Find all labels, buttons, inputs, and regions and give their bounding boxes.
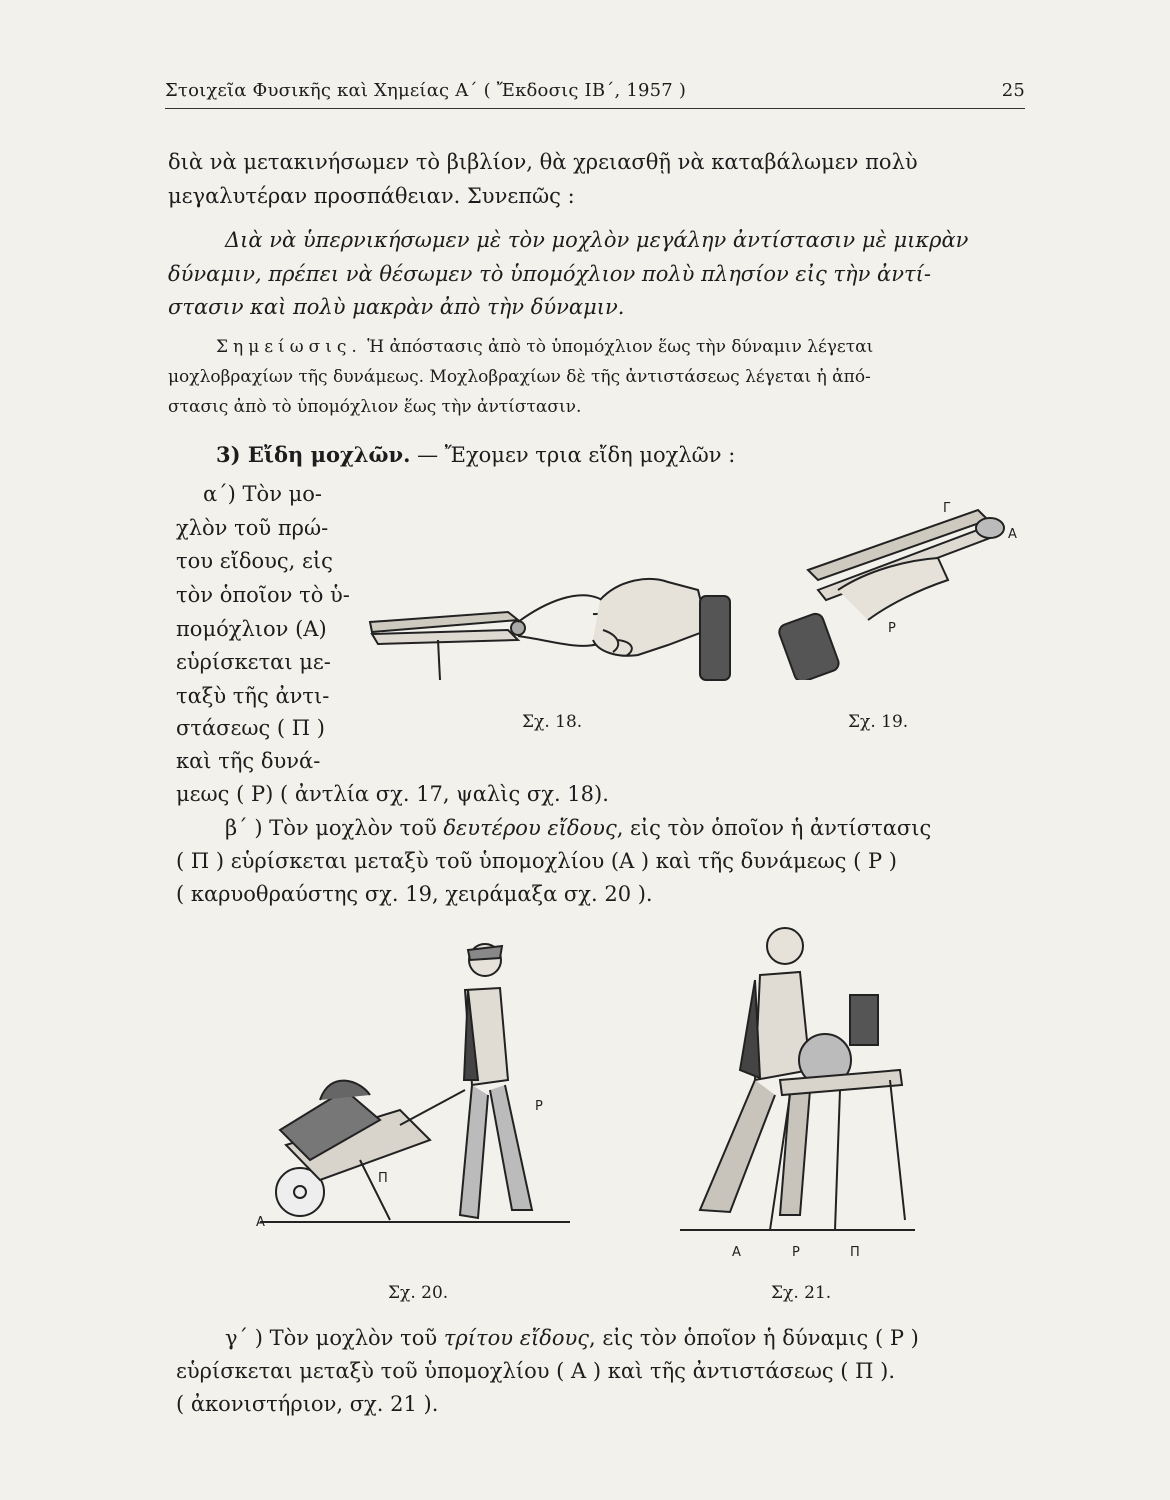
header-title: Στοιχεῖα Φυσικῆς καὶ Χημείας Α΄ ( Ἔκδοσις ΙΒ΄, 1957 ) (165, 80, 687, 101)
fig21-caption: Σχ. 21. (771, 1283, 832, 1303)
kind-a-line10: μεως ( Ρ) ( ἀντλία σχ. 17, ψαλὶς σχ. 18). (176, 782, 609, 806)
kind-c-line3: ( ἀκονιστήριον, σχ. 21 ). (176, 1392, 439, 1416)
fig19-caption: Σχ. 19. (848, 712, 909, 732)
note-line2: μοχλοβραχίων τῆς δυνάμεως. Μοχλοβραχίων δὲ τῆς ἀντιστάσεως λέγεται ἡ ἀπό- (168, 367, 871, 387)
page-number: 25 (1001, 80, 1025, 101)
kind-a-line9: καὶ τῆς δυνά- (176, 749, 321, 773)
fig20-label-p: Ρ (535, 1099, 543, 1114)
note-text: Ἡ ἀπόστασις ἀπὸ τὸ ὑπομόχλιον ἕως τὴν δύναμιν λέγεται (367, 337, 874, 357)
fig18-caption: Σχ. 18. (522, 712, 583, 732)
fig20-label-pi: Π (378, 1171, 388, 1186)
running-header (165, 80, 1025, 109)
fig20-caption: Σχ. 20. (388, 1283, 449, 1303)
fig20-wheelbarrow-illustration (250, 930, 590, 1260)
kind-a-line3: του εἴδους, εἰς (176, 549, 333, 573)
fig19-label-a: Α (1008, 527, 1017, 542)
kind-c-line1: γ΄ ) Τὸν μοχλὸν τοῦ τρίτου εἴδους, εἰς τὸν ὁποῖον ἡ δύναμις ( Ρ ) (225, 1326, 919, 1350)
fig19-label-p: Ρ (888, 621, 896, 636)
kind-a-line8: στάσεως ( Π ) (176, 716, 325, 740)
fig19-nutcracker-illustration (778, 480, 1028, 680)
section-intro: — Ἔχομεν τρια εἴδη μοχλῶν : (417, 443, 736, 467)
note-line1 (216, 333, 873, 362)
fig19-label-g: Γ (943, 501, 951, 516)
section-heading-line (216, 438, 735, 472)
kind-a-line6: εὑρίσκεται με- (176, 650, 331, 674)
kind-a-line5: πομόχλιον (Α) (176, 617, 327, 641)
fig21-label-a: Α (732, 1245, 741, 1260)
fig20-label-a: Α (256, 1215, 265, 1230)
note-line3: στασις ἀπὸ τὸ ὑπομόχλιον ἕως τὴν ἀντίστασιν. (168, 397, 582, 417)
kind-a-line2: χλὸν τοῦ πρώ- (176, 516, 329, 540)
kind-c-line2: εὑρίσκεται μεταξὺ τοῦ ὑπομοχλίου ( Α ) καὶ τῆς ἀντιστάσεως ( Π ). (176, 1359, 896, 1383)
rule-line1: Διὰ νὰ ὑπερνικήσωμεν μὲ τὸν μοχλὸν μεγάλην ἀντίστασιν μὲ μικρὰν (225, 228, 969, 252)
fig21-grindstone-illustration (660, 920, 920, 1265)
para1-line1: διὰ νὰ μετακινήσωμεν τὸ βιβλίον, θὰ χρειασθῇ νὰ καταβάλωμεν πολὺ (168, 150, 918, 174)
para1-line2: μεγαλυτέραν προσπάθειαν. Συνεπῶς : (168, 184, 575, 208)
kind-a-line4: τὸν ὁποῖον τὸ ὑ- (176, 583, 350, 607)
kind-a-line7: ταξὺ τῆς ἀντι- (176, 684, 330, 708)
note-label: Σημείωσις. (216, 337, 362, 357)
fig18-scissors-illustration (368, 570, 750, 700)
section-heading: 3) Εἴδη μοχλῶν. (216, 442, 411, 467)
fig21-label-p: Ρ (792, 1245, 800, 1260)
rule-line2: δύναμιν, πρέπει νὰ θέσωμεν τὸ ὑπομόχλιον πολὺ πλησίον εἰς τὴν ἀντί- (168, 262, 931, 286)
kind-b-line1: β΄ ) Τὸν μοχλὸν τοῦ δευτέρου εἴδους, εἰς τὸν ὁποῖον ἡ ἀντίστασις (225, 816, 932, 840)
rule-line3: στασιν καὶ πολὺ μακρὰν ἀπὸ τὴν δύναμιν. (168, 295, 625, 319)
kind-b-line2: ( Π ) εὑρίσκεται μεταξὺ τοῦ ὑπομοχλίου (Α ) καὶ τῆς δυνάμεως ( Ρ ) (176, 849, 897, 873)
kind-b-line3: ( καρυοθραύστης σχ. 19, χειράμαξα σχ. 20 ). (176, 882, 653, 906)
fig21-label-pi: Π (850, 1245, 860, 1260)
kind-a-line1: α΄) Τὸν μο- (203, 482, 323, 506)
